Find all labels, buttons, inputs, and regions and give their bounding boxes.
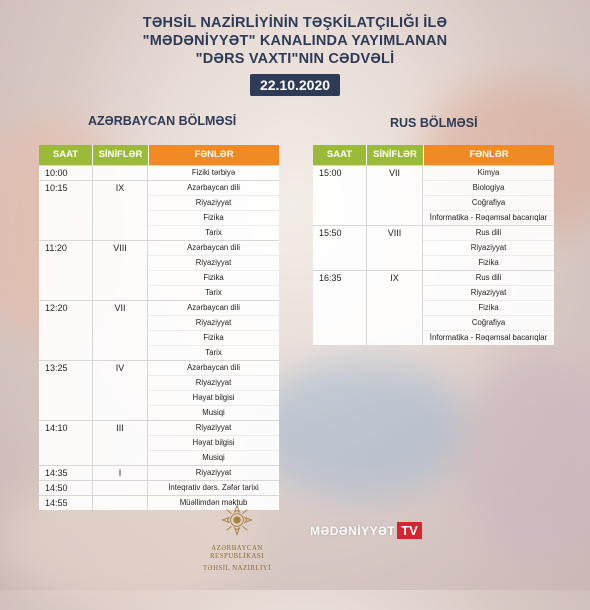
subject-item: Riyaziyyat (195, 468, 232, 477)
subject-item: Azərbaycan dili (148, 301, 279, 316)
subjects-cell (148, 481, 279, 495)
ru-section-title: RUS BÖLMƏSİ (390, 116, 478, 130)
subject-item: Fizika (423, 301, 554, 316)
time-cell: 15:50 (319, 228, 342, 238)
subjects-cell (148, 466, 279, 480)
subject-item: Musiqi (202, 408, 225, 417)
grade-cell (92, 166, 148, 180)
subject-item: Azərbaycan dili (148, 361, 279, 376)
ministry-name-line-2: TƏHSİL NAZİRLİYİ (203, 565, 271, 572)
schedule-row (39, 360, 279, 420)
grade-cell: I (92, 466, 148, 480)
time-cell: 14:55 (45, 498, 68, 508)
background-blur (250, 360, 470, 500)
time-cell: 12:20 (45, 303, 68, 313)
time-cell: 15:00 (319, 168, 342, 178)
subjects-cell (148, 166, 279, 180)
time-cell: 14:35 (45, 468, 68, 478)
subject-item: Kimya (423, 166, 554, 181)
subject-item: Azərbaycan dili (148, 181, 279, 196)
subject-item: Tarix (205, 288, 222, 297)
ministry-emblem-icon (221, 504, 253, 536)
time-cell: 14:10 (45, 423, 68, 433)
date-badge: 22.10.2020 (250, 74, 340, 96)
az-section-title: AZƏRBAYCAN BÖLMƏSİ (88, 114, 237, 128)
az-table-header (39, 145, 279, 165)
subject-item: Riyaziyyat (148, 316, 279, 331)
schedule-row (313, 165, 554, 225)
subject-item: Rus dili (423, 226, 554, 241)
ru-table-header (313, 145, 554, 165)
ru-schedule-table (313, 145, 554, 345)
column-header-saat: SAAT (39, 145, 92, 165)
grade-cell: III (92, 421, 148, 465)
ru-table-body (313, 165, 554, 345)
grade-cell: IV (92, 361, 148, 420)
subject-item: Tarix (205, 348, 222, 357)
grade-cell (92, 481, 148, 495)
subject-item: Rus dili (423, 271, 554, 286)
schedule-row (39, 165, 279, 180)
subjects-cell (423, 226, 554, 270)
column-header-fenler: FƏNLƏR (149, 145, 279, 165)
column-header-fenler: FƏNLƏR (424, 145, 554, 165)
subject-item: Fizika (148, 271, 279, 286)
header-line-2: "MƏDƏNİYYƏT" KANALINDA YAYIMLANAN (142, 33, 448, 49)
subject-item: Musiqi (202, 453, 225, 462)
subjects-cell (148, 301, 279, 360)
subject-item: İnformatika - Rəqəmsal bacarıqlar (429, 333, 548, 342)
subject-item: Riyaziyyat (148, 421, 279, 436)
subject-item: Coğrafiya (423, 316, 554, 331)
time-cell: 16:35 (319, 273, 342, 283)
column-header-saat: SAAT (313, 145, 366, 165)
grade-cell: IX (366, 271, 423, 345)
subjects-cell (148, 241, 279, 300)
subject-item: Həyat bilgisi (148, 391, 279, 406)
header (0, 14, 590, 96)
grade-cell: IX (92, 181, 148, 240)
subject-item: Riyaziyyat (423, 286, 554, 301)
subject-item: Riyaziyyat (148, 196, 279, 211)
time-cell: 10:15 (45, 183, 68, 193)
subject-item: Tarix (205, 228, 222, 237)
time-cell: 10:00 (45, 168, 68, 178)
time-cell: 13:25 (45, 363, 68, 373)
subjects-cell (148, 421, 279, 465)
schedule-row (313, 225, 554, 270)
schedule-row (39, 300, 279, 360)
subject-item: Coğrafiya (423, 196, 554, 211)
background-blur (460, 360, 590, 560)
subject-item: Biologiya (423, 181, 554, 196)
schedule-row (313, 270, 554, 345)
schedule-row (39, 180, 279, 240)
subject-item: Fizika (148, 211, 279, 226)
grade-cell (92, 496, 148, 510)
subject-item: Həyat bilgisi (148, 436, 279, 451)
column-header-sinifler: SİNİFLƏR (93, 145, 148, 165)
grade-cell: VII (366, 166, 423, 225)
medeniyyet-tv-logo (310, 522, 422, 539)
subject-item: Azərbaycan dili (148, 241, 279, 256)
subjects-cell (148, 181, 279, 240)
time-cell: 14:50 (45, 483, 68, 493)
schedule-row (39, 465, 279, 480)
subject-item: İnformatika - Rəqəmsal bacarıqlar (429, 213, 548, 222)
grade-cell: VIII (92, 241, 148, 300)
subject-item: Riyaziyyat (148, 256, 279, 271)
ministry-name-line-1: AZƏRBAYCAN RESPUBLİKASI (210, 545, 264, 560)
schedule-row (39, 480, 279, 495)
schedule-row (39, 240, 279, 300)
column-header-sinifler: SİNİFLƏR (367, 145, 423, 165)
subject-item: Riyaziyyat (148, 376, 279, 391)
subject-item: Fizika (148, 331, 279, 346)
subject-item: İnteqrativ dərs. Zəfər tarixi (168, 483, 259, 492)
grade-cell: VII (92, 301, 148, 360)
tv-badge-icon: TV (397, 522, 422, 539)
subjects-cell (423, 271, 554, 345)
ministry-logo (192, 504, 282, 573)
subject-item: Fizika (478, 258, 499, 267)
time-cell: 11:20 (45, 243, 67, 253)
subjects-cell (148, 361, 279, 420)
header-line-1: TƏHSİL NAZİRLİYİNİN TƏŞKİLATÇILIĞI İLƏ (142, 15, 448, 31)
channel-name: MƏDƏNİYYƏT (310, 523, 396, 538)
az-table-body (39, 165, 279, 510)
subjects-cell (423, 166, 554, 225)
subject-item: Müəllimdən məktub (179, 498, 248, 507)
az-schedule-table (39, 145, 279, 510)
schedule-row (39, 420, 279, 465)
subject-item: Fiziki tərbiyə (191, 168, 236, 177)
grade-cell: VIII (366, 226, 423, 270)
header-line-3: "DƏRS VAXTI"NIN CƏDVƏLİ (195, 51, 395, 67)
subject-item: Riyaziyyat (423, 241, 554, 256)
